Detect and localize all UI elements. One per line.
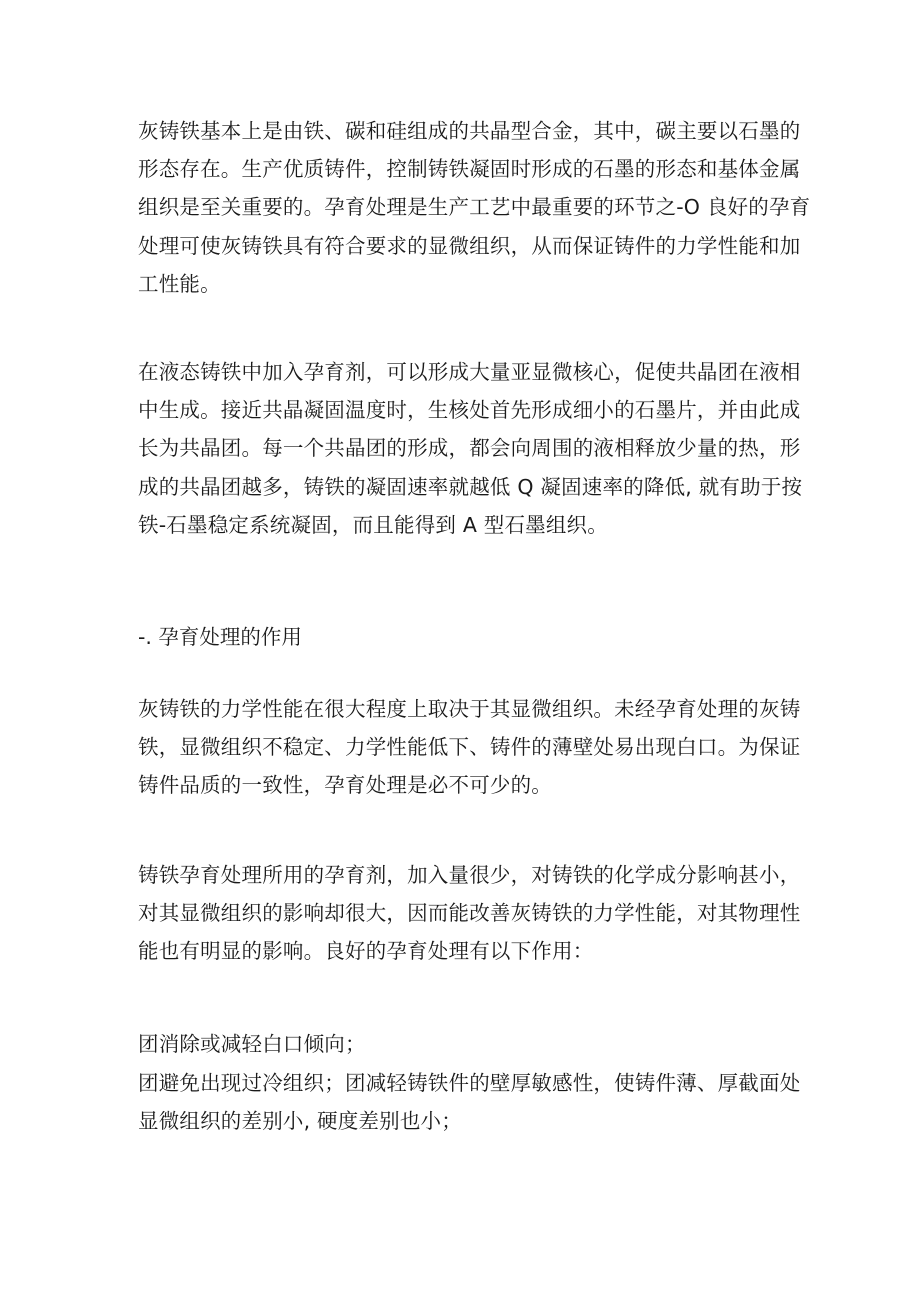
text-line: 灰铸铁基本上是由铁、碳和硅组成的共晶型合金，其中，碳主要以石墨的 xyxy=(138,119,801,143)
text-line: 工性能。 xyxy=(138,271,221,296)
text-line: 对其显微组织的影响却很大，因而能改善灰铸铁的力学性能，对其物理性 xyxy=(138,901,801,926)
paragraph-effects xyxy=(138,856,801,971)
text-line: 显微组织的差别小, 硬度差别也小； xyxy=(138,1109,462,1134)
text-line: 铸铁孕育处理所用的孕育剂，加入量很少，对铸铁的化学成分影响甚小， xyxy=(138,863,801,887)
text-line: 灰铸铁的力学性能在很大程度上取决于其显微组织。未经孕育处理的灰铸 xyxy=(138,697,801,721)
text-line: 处理可使灰铸铁具有符合要求的显微组织，从而保证铸件的力学性能和加 xyxy=(138,233,801,258)
paragraph-mechanical xyxy=(138,690,801,805)
list-item-2 xyxy=(138,1064,801,1140)
paragraph-intro xyxy=(138,112,811,303)
text-line: 团避免出现过冷组织；团减轻铸铁件的壁厚敏感性，使铸件薄、厚截面处 xyxy=(138,1071,801,1095)
text-line: 能也有明显的影响。良好的孕育处理有以下作用： xyxy=(138,939,594,964)
text-line: 在液态铸铁中加入孕育剂，可以形成大量亚显微核心，促使共晶团在液相 xyxy=(138,360,801,384)
text-line: 铁，显微组织不稳定、力学性能低下、铸件的薄壁处易出现白口。为保证 xyxy=(138,735,801,760)
text-line: 铁-石墨稳定系统凝固，而且能得到 A 型石墨组织。 xyxy=(138,512,608,537)
text-line: 团消除或减轻白口倾向； xyxy=(138,1032,366,1056)
list-item-1 xyxy=(138,1025,786,1063)
text-line: 成的共晶团越多，铸铁的凝固速率就越低 Q 凝固速率的降低, 就有助于按 xyxy=(138,474,803,499)
text-line: 组织是至关重要的。孕育处理是生产工艺中最重要的环节之-O 良好的孕育 xyxy=(138,195,811,220)
paragraph-inoculant xyxy=(138,353,803,544)
section-heading: -. 孕育处理的作用 xyxy=(138,625,302,649)
text-line: 形态存在。生产优质铸件，控制铸铁凝固时形成的石墨的形态和基体金属 xyxy=(138,157,801,182)
text-line: 铸件品质的一致性，孕育处理是必不可少的。 xyxy=(138,773,552,798)
text-line: 长为共晶团。每一个共晶团的形成，都会向周围的液相释放少量的热，形 xyxy=(138,436,801,461)
text-line: 中生成。接近共晶凝固温度时，生核处首先形成细小的石墨片，并由此成 xyxy=(138,398,801,423)
